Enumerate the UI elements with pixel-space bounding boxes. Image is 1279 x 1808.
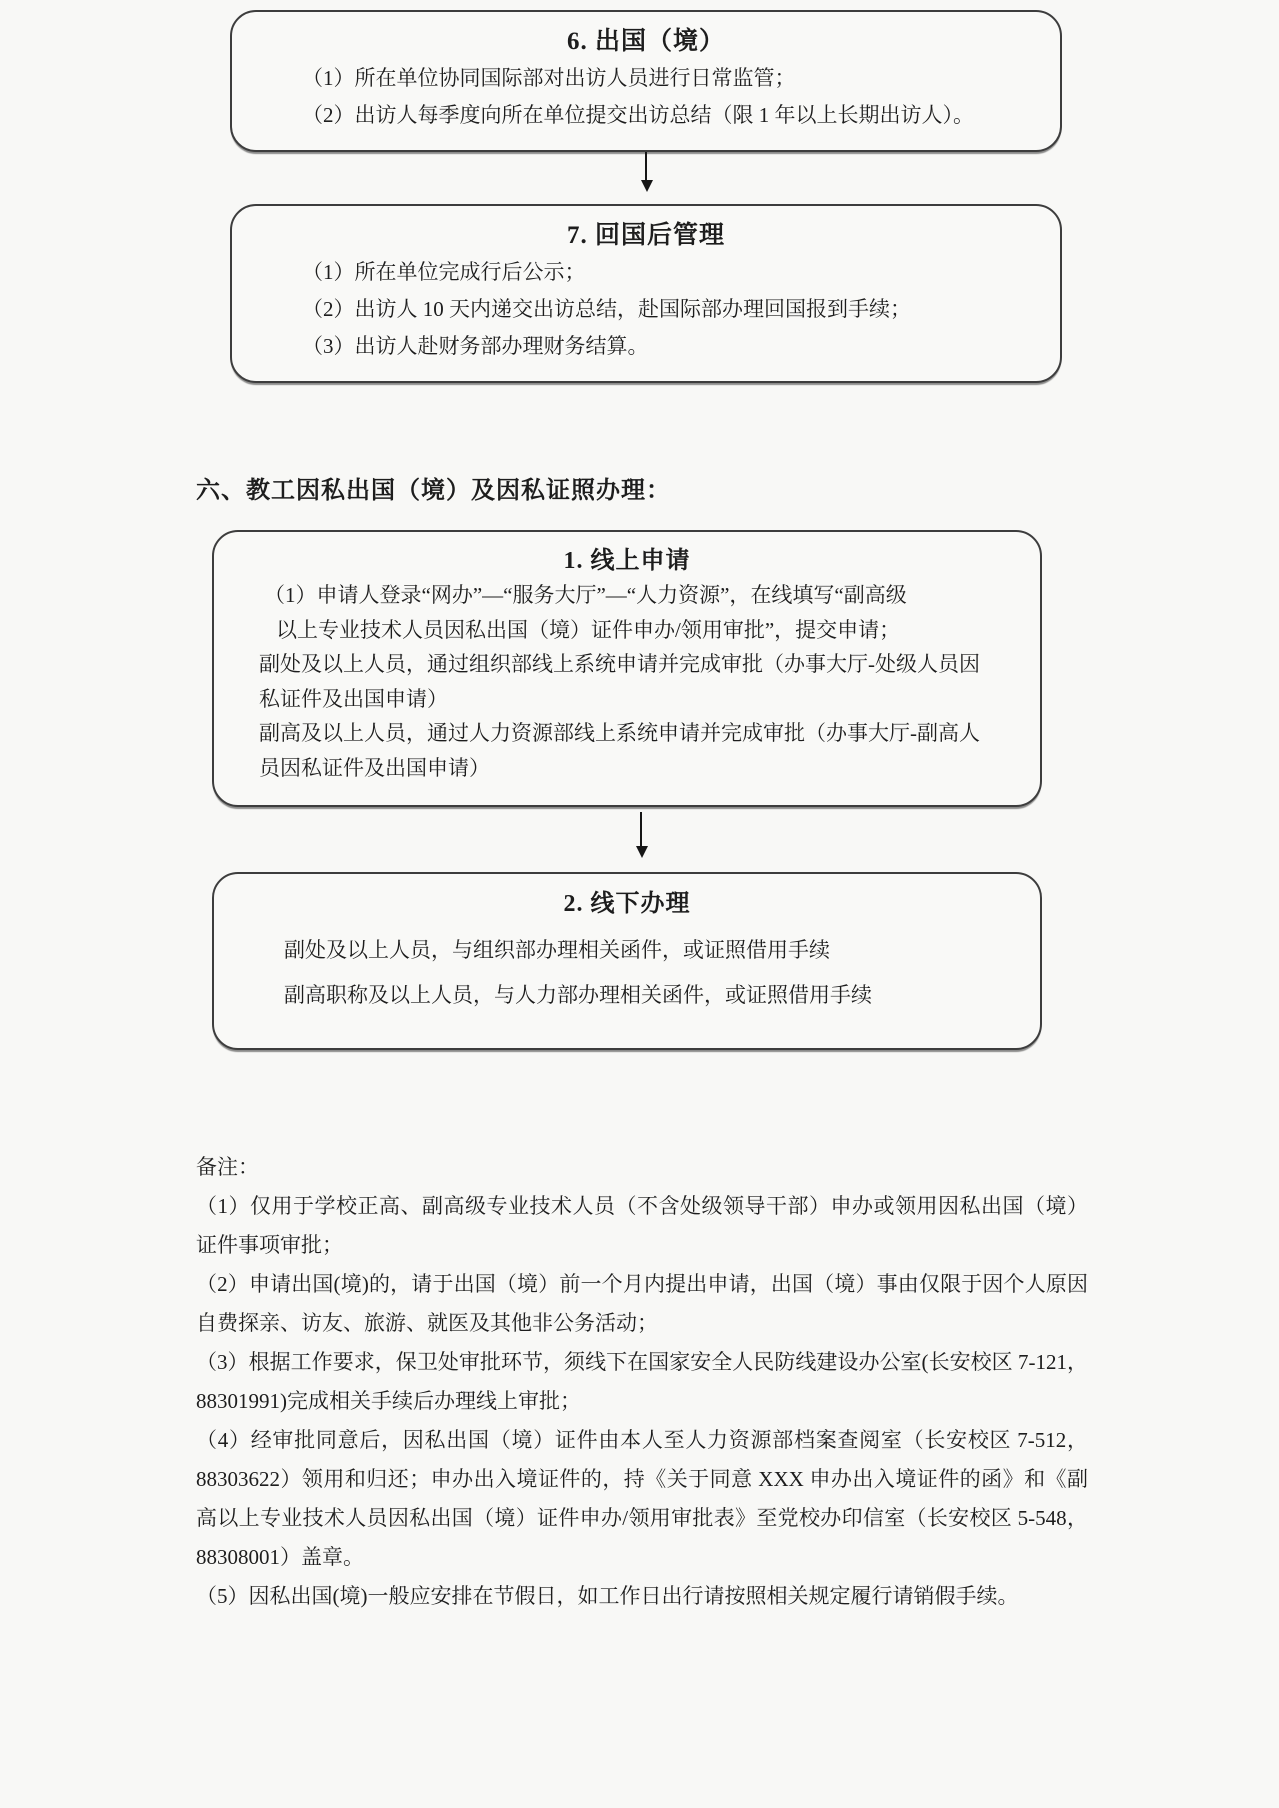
flow-box-line: （2）出访人每季度向所在单位提交出访总结（限 1 年以上长期出访人）。: [302, 103, 974, 127]
flow-box-line: 私证件及出国申请）: [259, 686, 448, 711]
note-item: （1）仅用于学校正高、副高级专业技术人员（不含处级领导干部）申办或领用因私出国（境）证件事项审批；: [196, 1194, 1088, 1257]
flow-box-offline-processing: [212, 872, 1042, 1050]
flow-box-line: （1）申请人登录“网办”—“服务大厅”—“人力资源”，在线填写“副高级: [264, 583, 907, 607]
down-arrow-icon: [640, 812, 642, 852]
flow-box-line: 以上专业技术人员因私出国（境）证件申办/领用审批”，提交申请；: [276, 617, 901, 642]
section-heading: 六、教工因私出国（境）及因私证照办理：: [196, 478, 671, 504]
flow-box-step-7: [230, 204, 1062, 383]
flow-box-line: 员因私证件及出国申请）: [259, 755, 490, 780]
down-arrow-icon: [645, 152, 647, 186]
flow-box-line: 副处及以上人员，与组织部办理相关函件，或证照借用手续: [284, 938, 830, 962]
flow-box-title: 7. 回国后管理: [566, 222, 725, 249]
note-item: （5）因私出国(境)一般应安排在节假日，如工作日出行请按照相关规定履行请销假手续。: [196, 1584, 1019, 1608]
note-item: （4）经审批同意后，因私出国（境）证件由本人至人力资源部档案查阅室（长安校区 7-512，88303622）领用和归还；申办出入境证件的，持《关于同意 XXX 申办出入境证件的函》和《副高以上专业技术人员因私出国（境）证件申办/领用审批表》至党校办印信室（长安校区 5-548，88308001）盖章。: [196, 1428, 1088, 1569]
flow-box-step-6: [230, 10, 1062, 152]
note-item: （3）根据工作要求，保卫处审批环节，须线下在国家安全人民防线建设办公室(长安校区 7-121，88301991)完成相关手续后办理线上审批；: [196, 1350, 1088, 1413]
flow-box-line: 副高职称及以上人员，与人力部办理相关函件，或证照借用手续: [284, 983, 872, 1007]
flow-box-line: 副高及以上人员，通过人力资源部线上系统申请并完成审批（办事大厅-副高人: [259, 721, 980, 745]
flow-box-title: 2. 线下办理: [563, 891, 691, 917]
flow-box-line: （1）所在单位协同国际部对出访人员进行日常监管；: [302, 66, 796, 90]
notes-label: 备注：: [196, 1155, 259, 1179]
flow-box-line: （2）出访人 10 天内递交出访总结，赴国际部办理回国报到手续；: [302, 297, 911, 321]
note-item: （2）申请出国(境)的，请于出国（境）前一个月内提出申请，出国（境）事由仅限于因个人原因自费探亲、访友、旅游、就医及其他非公务活动；: [196, 1272, 1088, 1335]
notes-section: [196, 1148, 1088, 1616]
flow-box-line: （3）出访人赴财务部办理财务结算。: [302, 334, 649, 358]
flow-box-title: 6. 出国（境）: [566, 28, 725, 55]
flow-box-online-application: [212, 530, 1042, 807]
flow-box-title: 1. 线上申请: [563, 548, 691, 574]
flow-box-line: （1）所在单位完成行后公示；: [302, 260, 586, 284]
flow-box-line: 副处及以上人员，通过组织部线上系统申请并完成审批（办事大厅-处级人员因: [259, 652, 980, 676]
